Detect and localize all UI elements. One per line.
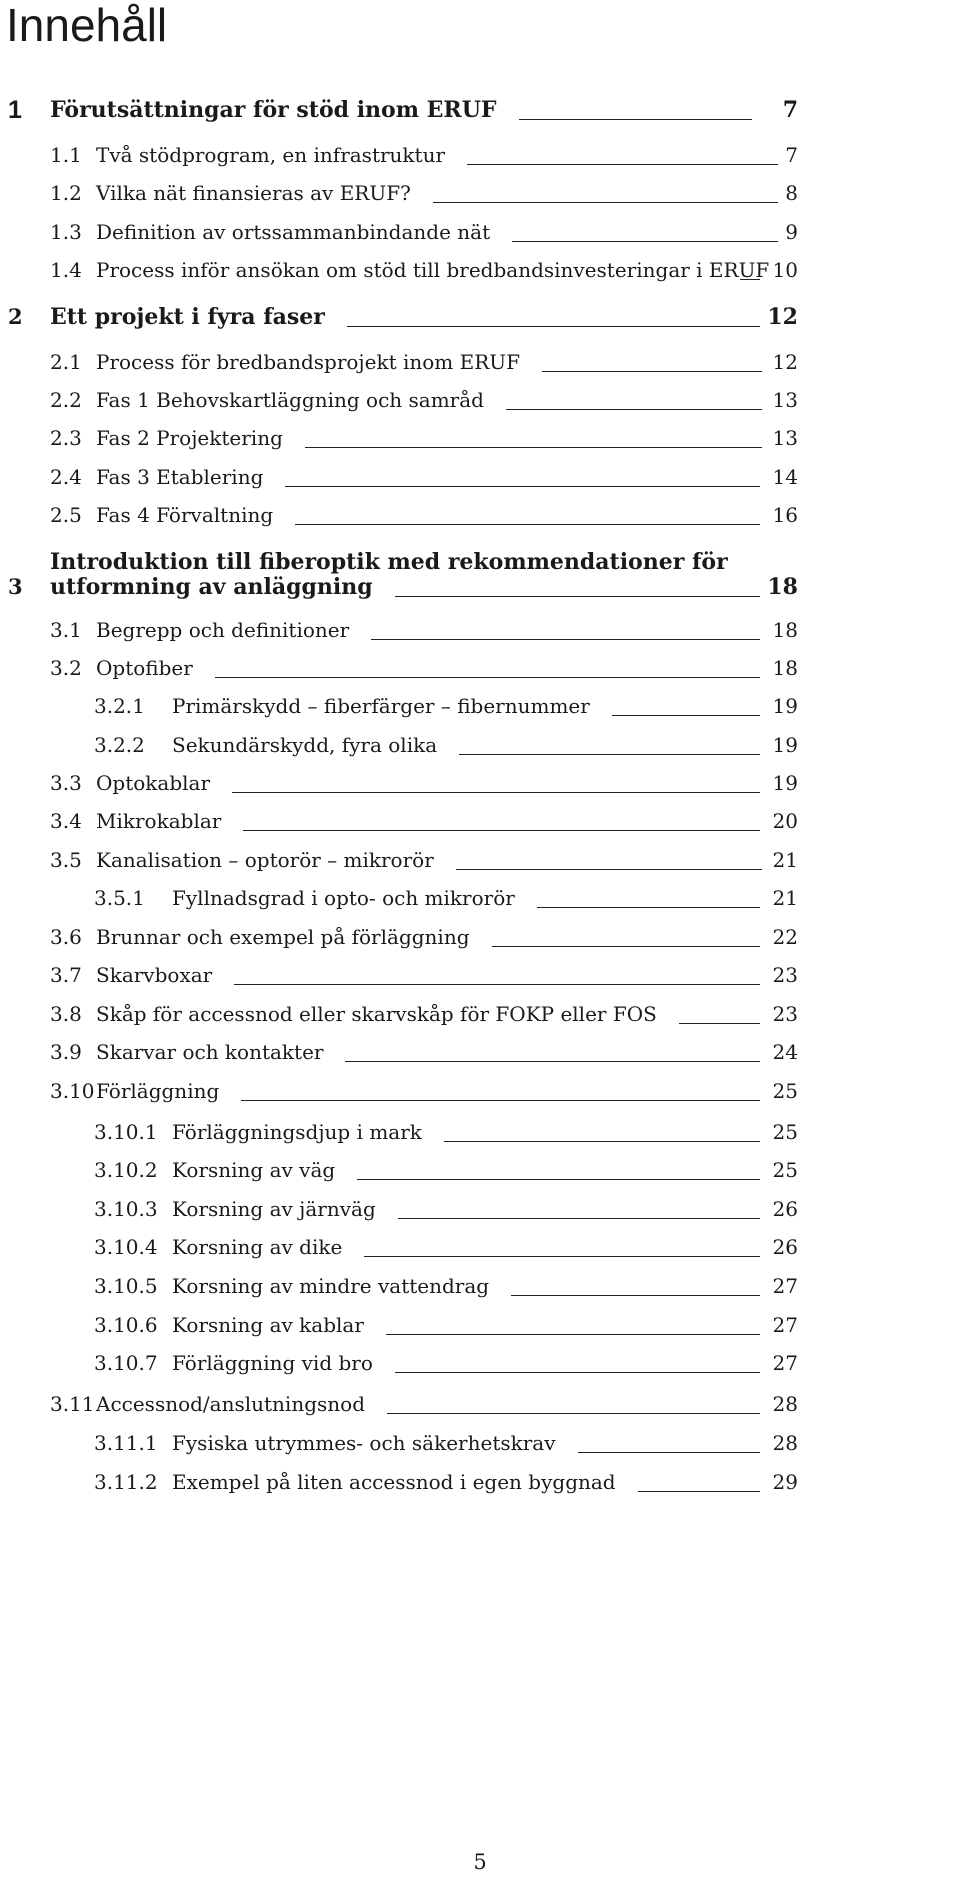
toc-entry-number: 3.2.2 <box>94 733 145 757</box>
toc-entry-title: Fysiska utrymmes- och säkerhetskrav <box>172 1431 556 1455</box>
toc-entry-page-number: 22 <box>772 925 798 949</box>
toc-entry-number: 3.2 <box>50 656 82 680</box>
toc-entry-title: Förutsättningar för stöd inom ERUF <box>50 97 497 123</box>
toc-entry-title-line1: Introduktion till fiberoptik med rekommendationer för <box>50 549 728 575</box>
toc-entry[interactable] <box>0 1076 960 1106</box>
toc-entry-title: Ett projekt i fyra faser <box>50 304 325 330</box>
toc-leader-line <box>612 715 760 716</box>
toc-entry-number: 3.7 <box>50 963 82 987</box>
toc-entry-number: 3.3 <box>50 771 82 795</box>
toc-leader-line <box>433 202 778 203</box>
toc-leader-line <box>345 1061 760 1062</box>
toc-entry-page-number: 18 <box>767 574 798 600</box>
toc-entry-number: 1 <box>8 96 22 124</box>
toc-entry-number: 3.5.1 <box>94 886 145 910</box>
toc-entry-title: Skarvboxar <box>96 963 213 987</box>
toc-entry-page-number: 19 <box>772 771 798 795</box>
toc-entry[interactable] <box>0 1348 960 1378</box>
toc-entry-number: 3 <box>8 574 23 599</box>
toc-entry-title: Skåp för accessnod eller skarvskåp för FOKP eller FOS <box>96 1002 657 1026</box>
toc-entry-title: Korsning av mindre vattendrag <box>172 1274 490 1298</box>
toc-entry-number: 3.11.2 <box>94 1470 158 1494</box>
toc-entry-title: Korsning av järnväg <box>172 1197 376 1221</box>
toc-entry-title: Optokablar <box>96 771 211 795</box>
toc-entry-title: Korsning av dike <box>172 1235 343 1259</box>
toc-entry-title: Förläggningsdjup i mark <box>172 1120 422 1144</box>
toc-entry[interactable] <box>0 730 960 760</box>
toc-entry[interactable] <box>0 385 960 415</box>
toc-entry-number: 1.4 <box>50 258 82 282</box>
toc-entry-title: Kanalisation – optorör – mikrorör <box>96 848 434 872</box>
toc-entry-title: Korsning av kablar <box>172 1313 364 1337</box>
toc-entry-title: Två stödprogram, en infrastruktur <box>96 143 446 167</box>
toc-leader-line <box>459 754 760 755</box>
toc-entry-page-number: 21 <box>772 886 798 910</box>
toc-entry-page-number: 10 <box>772 258 798 282</box>
toc-entry-number: 2.2 <box>50 388 82 412</box>
toc-entry-title: Mikrokablar <box>96 809 222 833</box>
toc-entry-number: 2 <box>8 304 23 329</box>
toc-entry-page-number: 28 <box>772 1431 798 1455</box>
toc-entry-page-number: 16 <box>772 503 798 527</box>
toc-entry-page-number: 29 <box>772 1470 798 1494</box>
toc-entry-number: 3.11 <box>50 1392 95 1416</box>
toc-entry-page-number: 18 <box>772 656 798 680</box>
toc-entry-number: 3.6 <box>50 925 82 949</box>
toc-leader-line <box>232 792 760 793</box>
toc-leader-line <box>506 409 762 410</box>
toc-entry-page-number: 7 <box>782 97 798 123</box>
toc-entry[interactable] <box>0 1428 960 1458</box>
toc-entry[interactable] <box>0 1271 960 1301</box>
toc-entry-number: 3.2.1 <box>94 694 145 718</box>
toc-leader-line <box>492 946 760 947</box>
toc-entry-number: 3.4 <box>50 809 82 833</box>
toc-entry-page-number: 27 <box>772 1313 798 1337</box>
toc-entry[interactable] <box>0 922 960 952</box>
toc-entry-page-number: 23 <box>772 1002 798 1026</box>
toc-leader-line <box>305 447 762 448</box>
toc-entry-title: Begrepp och definitioner <box>96 618 350 642</box>
toc-entry-title: Fyllnadsgrad i opto- och mikrorör <box>172 886 515 910</box>
toc-entry[interactable] <box>0 1467 960 1497</box>
toc-entry-page-number: 13 <box>772 388 798 412</box>
toc-entry-number: 1.2 <box>50 181 82 205</box>
toc-entry-number: 3.10.2 <box>94 1158 158 1182</box>
toc-entry-number: 3.10.6 <box>94 1313 158 1337</box>
toc-entry[interactable] <box>0 347 960 377</box>
toc-leader-line <box>386 1334 760 1335</box>
toc-entry-page-number: 8 <box>785 181 798 205</box>
toc-entry-title: Fas 3 Etablering <box>96 465 264 489</box>
toc-entry-number: 2.4 <box>50 465 82 489</box>
toc-entry-title: Fas 1 Behovskartläggning och samråd <box>96 388 484 412</box>
toc-entry-number: 1.1 <box>50 143 82 167</box>
toc-entry-title: Process inför ansökan om stöd till bredbandsinvesteringar i ERUF <box>96 258 770 282</box>
toc-leader-line <box>537 907 760 908</box>
toc-entry-title: Brunnar och exempel på förläggning <box>96 925 470 949</box>
toc-entry[interactable] <box>0 999 960 1029</box>
toc-entry-page-number: 20 <box>772 809 798 833</box>
toc-entry-number: 3.10.7 <box>94 1351 158 1375</box>
toc-entry[interactable] <box>0 1155 960 1185</box>
toc-entry[interactable] <box>0 845 960 875</box>
toc-entry[interactable] <box>0 883 960 913</box>
toc-entry-title: Korsning av väg <box>172 1158 336 1182</box>
toc-leader-line <box>241 1100 760 1101</box>
toc-entry-number: 3.10.5 <box>94 1274 158 1298</box>
toc-entry-page-number: 23 <box>772 963 798 987</box>
toc-leader-line <box>511 1295 760 1296</box>
toc-entry-number: 3.5 <box>50 848 82 872</box>
toc-entry-number: 3.8 <box>50 1002 82 1026</box>
toc-entry-title: Optofiber <box>96 656 193 680</box>
toc-entry-title: Fas 2 Projektering <box>96 426 283 450</box>
toc-entry-page-number: 26 <box>772 1197 798 1221</box>
toc-entry-title: Definition av ortssammanbindande nät <box>96 220 491 244</box>
toc-leader-line <box>444 1141 760 1142</box>
toc-leader-line <box>456 869 762 870</box>
toc-entry[interactable] <box>0 549 960 602</box>
toc-leader-line <box>234 984 760 985</box>
toc-leader-line <box>512 241 778 242</box>
toc-entry[interactable] <box>0 806 960 836</box>
toc-entry-page-number: 28 <box>772 1392 798 1416</box>
page-number: 5 <box>473 1850 487 1874</box>
toc-leader-line <box>395 596 760 597</box>
toc-entry-title: Vilka nät finansieras av ERUF? <box>96 181 411 205</box>
toc-entry-title: Skarvar och kontakter <box>96 1040 324 1064</box>
toc-leader-line <box>371 639 760 640</box>
toc-entry-number: 2.5 <box>50 503 82 527</box>
toc-entry-number: 2.3 <box>50 426 82 450</box>
toc-entry-title: Primärskydd – fiberfärger – fibernummer <box>172 694 590 718</box>
toc-leader-line <box>638 1491 760 1492</box>
toc-entry[interactable] <box>0 217 960 247</box>
toc-entry-page-number: 27 <box>772 1351 798 1375</box>
toc-entry-page-number: 25 <box>772 1120 798 1144</box>
toc-entry-page-number: 12 <box>772 350 798 374</box>
toc-entry-title: Förläggning vid bro <box>172 1351 373 1375</box>
toc-leader-line <box>395 1372 760 1373</box>
toc-leader-line <box>398 1218 760 1219</box>
toc-entry[interactable] <box>0 255 960 285</box>
toc-leader-line <box>285 486 760 487</box>
toc-entry[interactable] <box>0 1310 960 1340</box>
toc-leader-line <box>519 119 752 120</box>
toc-leader-line <box>542 371 762 372</box>
toc-entry-page-number: 21 <box>772 848 798 872</box>
toc-entry[interactable] <box>0 653 960 683</box>
toc-entry[interactable] <box>0 1389 960 1419</box>
toc-entry-title: Process för bredbandsprojekt inom ERUF <box>96 350 521 374</box>
toc-entry-page-number: 7 <box>785 143 798 167</box>
toc-entry-title: Exempel på liten accessnod i egen byggnad <box>172 1470 616 1494</box>
toc-entry-page-number: 24 <box>772 1040 798 1064</box>
toc-entry-title: Förläggning <box>96 1079 220 1103</box>
toc-entry-title: utformning av anläggning <box>50 574 373 600</box>
toc-entry[interactable] <box>0 462 960 492</box>
toc-entry-number: 3.10.3 <box>94 1197 158 1221</box>
toc-entry-page-number: 26 <box>772 1235 798 1259</box>
toc-leader-line <box>467 164 778 165</box>
toc-entry[interactable] <box>0 960 960 990</box>
toc-entry-page-number: 19 <box>772 733 798 757</box>
toc-entry-title: Sekundärskydd, fyra olika <box>172 733 438 757</box>
toc-entry-number: 3.11.1 <box>94 1431 158 1455</box>
toc-entry[interactable] <box>0 500 960 530</box>
toc-leader-line <box>357 1179 760 1180</box>
toc-leader-line <box>243 830 760 831</box>
toc-leader-line <box>347 326 760 327</box>
toc-entry-number: 2.1 <box>50 350 82 374</box>
toc-entry[interactable] <box>0 1037 960 1067</box>
toc-entry[interactable] <box>0 95 960 125</box>
toc-entry[interactable] <box>0 1232 960 1262</box>
toc-leader-line <box>578 1452 760 1453</box>
toc-entry-title: Fas 4 Förvaltning <box>96 503 274 527</box>
toc-leader-line <box>740 279 760 280</box>
toc-entry[interactable] <box>0 140 960 170</box>
toc-entry[interactable] <box>0 615 960 645</box>
toc-entry-page-number: 27 <box>772 1274 798 1298</box>
toc-entry-number: 3.10.4 <box>94 1235 158 1259</box>
toc-entry-page-number: 12 <box>767 304 798 330</box>
toc-entry[interactable] <box>0 1117 960 1147</box>
toc-entry-number: 3.9 <box>50 1040 82 1064</box>
toc-entry-page-number: 19 <box>772 694 798 718</box>
toc-entry-page-number: 9 <box>785 220 798 244</box>
toc-entry-page-number: 13 <box>772 426 798 450</box>
toc-leader-line <box>364 1256 760 1257</box>
toc-entry-number: 3.10 <box>50 1079 95 1103</box>
toc-entry[interactable] <box>0 768 960 798</box>
toc-leader-line <box>295 524 760 525</box>
toc-entry-page-number: 25 <box>772 1158 798 1182</box>
toc-entry-number: 1.3 <box>50 220 82 244</box>
toc-leader-line <box>387 1413 760 1414</box>
toc-leader-line <box>215 677 760 678</box>
page-title: Innehåll <box>6 0 168 51</box>
toc-entry-number: 3.10.1 <box>94 1120 158 1144</box>
toc-entry[interactable] <box>0 178 960 208</box>
toc-entry[interactable] <box>0 423 960 453</box>
toc-entry-title: Accessnod/anslutningsnod <box>96 1392 366 1416</box>
toc-leader-line <box>679 1023 760 1024</box>
toc-entry-number: 3.1 <box>50 618 82 642</box>
toc-entry[interactable] <box>0 1194 960 1224</box>
toc-entry[interactable] <box>0 302 960 332</box>
toc-entry-page-number: 14 <box>772 465 798 489</box>
toc-entry[interactable] <box>0 691 960 721</box>
toc-entry-page-number: 18 <box>772 618 798 642</box>
toc-entry-page-number: 25 <box>772 1079 798 1103</box>
